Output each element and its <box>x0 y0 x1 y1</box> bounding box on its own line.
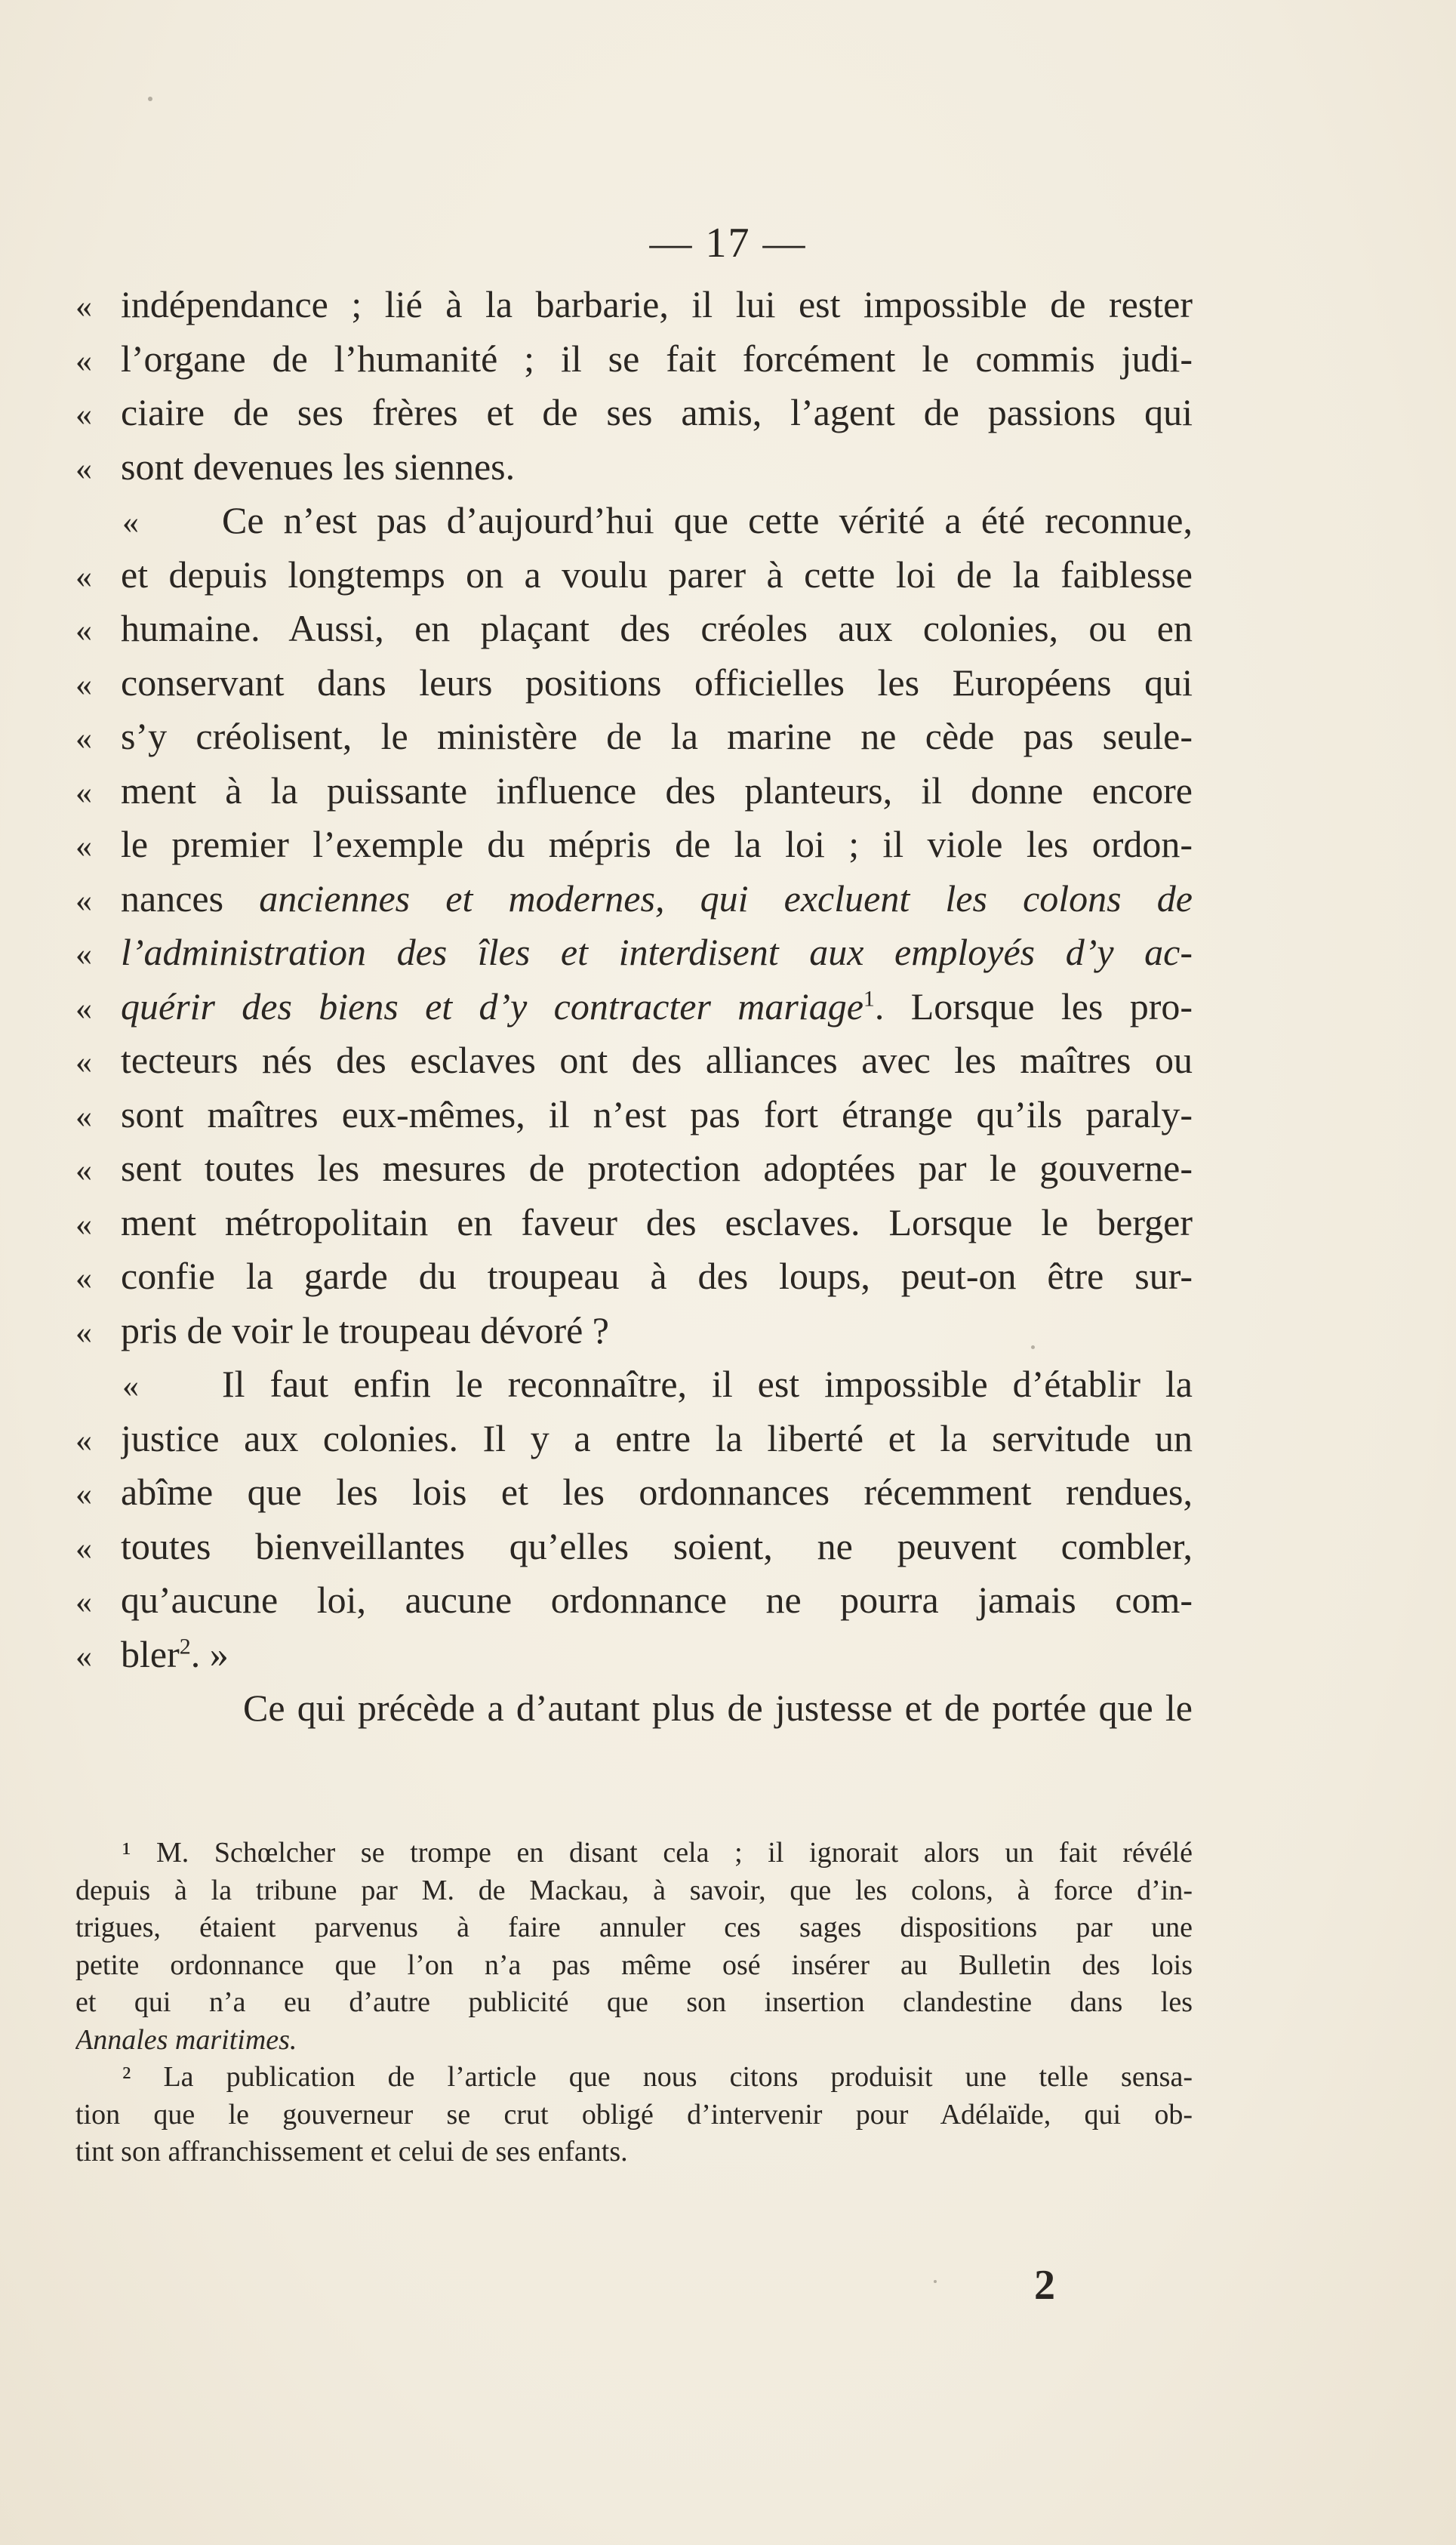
quote-mark: « <box>75 935 92 972</box>
text-run: et depuis longtemps on a voulu parer à cette loi de la faiblesse <box>121 553 1193 596</box>
text-run: humaine. Aussi, en plaçant des créoles aux colonies, ou en <box>121 607 1193 649</box>
text-run: et qui n’a eu d’autre publicité que son insertion clandestine dans les <box>75 1986 1193 2018</box>
text-line <box>75 548 1193 602</box>
line-text <box>243 1681 1193 1736</box>
paper-speck <box>148 97 152 101</box>
text-run: tecteurs nés des esclaves ont des alliances avec les maîtres ou <box>121 1039 1193 1081</box>
line-text <box>121 818 1193 872</box>
quote-mark: « <box>75 1475 92 1512</box>
text-run: Il faut enfin le reconnaître, il est impossible d’établir la <box>222 1363 1193 1405</box>
text-run: sont maîtres eux-mêmes, il n’est pas fort étrange qu’ils paraly- <box>121 1092 1193 1135</box>
text-run: ment à la puissante influence des planteurs, il donne encore <box>121 769 1193 812</box>
text-line <box>75 1628 1193 1682</box>
text-run: sont devenues les siennes. <box>121 445 516 488</box>
line-text <box>121 278 1193 332</box>
quote-mark: « <box>75 1583 92 1620</box>
text-run: tint son affranchissement et celui de ses enfants. <box>75 2136 628 2168</box>
footnote-line <box>75 1984 1193 2022</box>
line-text <box>121 602 1193 656</box>
text-line <box>75 602 1193 656</box>
quote-mark: « <box>75 612 92 649</box>
text-run: indépendance ; lié à la barbarie, il lui est impossible de rester <box>121 283 1193 325</box>
quote-mark: « <box>75 1421 92 1459</box>
text-run: . Lorsque les pro- <box>874 984 1193 1028</box>
text-line <box>75 386 1193 440</box>
line-text <box>121 1412 1193 1466</box>
line-text <box>121 764 1193 818</box>
quote-mark: « <box>75 719 92 756</box>
text-line <box>75 1034 1193 1088</box>
text-line <box>75 1412 1193 1466</box>
text-line <box>75 710 1193 764</box>
text-line <box>75 872 1193 926</box>
footnote-text <box>75 1872 1193 1910</box>
line-text <box>121 980 1193 1034</box>
footnote-ref: 2 <box>179 1633 191 1659</box>
text-run: qu’aucune loi, aucune ordonnance ne pourra jamais com- <box>121 1579 1193 1621</box>
line-text <box>121 872 1193 926</box>
footnote-text <box>75 1909 1193 1947</box>
line-text <box>121 1142 1193 1196</box>
text-run: tion que le gouverneur se crut obligé d’intervenir pour Adélaïde, qui ob- <box>75 2098 1193 2131</box>
line-text <box>121 1304 1193 1358</box>
footnote-text <box>75 1835 1193 1872</box>
text-line <box>75 1520 1193 1574</box>
quote-mark: « <box>75 665 92 703</box>
text-line <box>75 440 1193 495</box>
footnote-text <box>75 2059 1193 2097</box>
text-run: l’organe de l’humanité ; il se fait forcément le commis judi- <box>121 337 1193 380</box>
line-text <box>121 1088 1193 1142</box>
quote-mark: « <box>75 557 92 595</box>
quote-mark: « <box>75 1313 92 1351</box>
text-run: trigues, étaient parvenus à faire annuler ces sages dispositions par une <box>75 1912 1193 1943</box>
text-line <box>75 1465 1193 1520</box>
text-run: ciaire de ses frères et de ses amis, l’agent de passions qui <box>121 391 1193 433</box>
line-text <box>121 440 1193 495</box>
text-run: nances <box>121 877 260 920</box>
text-run: Ce qui précède a d’autant plus de justesse et de portée que le <box>243 1687 1193 1729</box>
line-text <box>121 386 1193 440</box>
line-text <box>121 1034 1193 1088</box>
italic-run: l’administration des îles et interdisent aux employés d’y ac- <box>121 931 1193 973</box>
text-run: sent toutes les mesures de protection adoptées par le gouverne- <box>121 1147 1193 1189</box>
line-text <box>121 1573 1193 1628</box>
quote-mark: « <box>75 773 92 811</box>
text-line <box>75 1249 1193 1304</box>
quote-mark: « <box>75 288 92 325</box>
text-run: Ce n’est pas d’aujourd’hui que cette vérité a été reconnue, <box>222 499 1193 541</box>
quote-mark: « <box>75 1529 92 1567</box>
text-line <box>75 494 1193 548</box>
text-line <box>75 1357 1193 1412</box>
italic-run: Annales maritimes. <box>75 2023 297 2056</box>
quote-mark: « <box>75 1205 92 1243</box>
quote-mark: « <box>75 449 92 487</box>
italic-run: quérir des biens et d’y contracter mariage <box>121 984 863 1028</box>
text-run: . » <box>190 1632 229 1675</box>
line-text <box>222 1357 1193 1412</box>
text-line <box>75 926 1193 980</box>
line-text <box>121 1249 1193 1304</box>
text-run: justice aux colonies. Il y a entre la liberté et la servitude un <box>121 1416 1193 1459</box>
paper-speck <box>934 2280 937 2283</box>
text-line <box>75 1681 1193 1736</box>
text-run: conservant dans leurs positions officielles les Européens qui <box>121 661 1193 704</box>
line-text <box>121 332 1193 387</box>
footnote-line <box>75 2097 1193 2134</box>
text-run: ¹ M. Schœlcher se trompe en disant cela ; il ignorait alors un fait révélé <box>122 1837 1193 1869</box>
line-text <box>121 1628 1193 1682</box>
text-line <box>75 1304 1193 1358</box>
text-run: le premier l’exemple du mépris de la loi ; il viole les ordon- <box>121 823 1193 865</box>
text-line <box>75 656 1193 710</box>
quote-mark: « <box>75 1097 92 1135</box>
text-run: abîme que les lois et les ordonnances récemment rendues, <box>121 1471 1193 1513</box>
footnote-text <box>75 1947 1193 1985</box>
footnote-line <box>75 2022 1193 2060</box>
quote-mark: « <box>75 341 92 379</box>
quote-mark: « <box>75 1043 92 1080</box>
text-run: ² La publication de l’article que nous citons produisit une telle sensa- <box>122 2061 1193 2093</box>
footnote-text <box>75 1984 1193 2022</box>
text-run: toutes bienveillantes qu’elles soient, ne peuvent combler, <box>121 1524 1193 1567</box>
quote-mark: « <box>75 881 92 919</box>
footnote-text <box>75 2022 1193 2060</box>
text-run: ment métropolitain en faveur des esclaves. Lorsque le berger <box>121 1200 1193 1243</box>
footnote-text <box>75 2134 1193 2171</box>
footnote-ref: 1 <box>863 985 875 1011</box>
line-text <box>121 1465 1193 1520</box>
text-run: pris de voir le troupeau dévoré ? <box>121 1308 609 1351</box>
line-text <box>121 1520 1193 1574</box>
footnote-line <box>75 1872 1193 1910</box>
line-text <box>121 710 1193 764</box>
footnotes <box>75 1835 1193 2171</box>
text-line <box>75 1142 1193 1196</box>
line-text <box>121 656 1193 710</box>
text-run: bler <box>121 1632 180 1675</box>
quote-mark: « <box>75 1259 92 1296</box>
line-text <box>121 548 1193 602</box>
text-line <box>75 1573 1193 1628</box>
footnote-line <box>75 2134 1193 2171</box>
line-text <box>121 1196 1193 1250</box>
page-number: — 17 — <box>649 220 807 267</box>
line-text <box>222 494 1193 548</box>
signature-mark: 2 <box>1034 2262 1055 2309</box>
text-run: petite ordonnance que l’on n’a pas même osé insérer au Bulletin des lois <box>75 1949 1193 1981</box>
text-run: depuis à la tribune par M. de Mackau, à savoir, que les colons, à force d’in- <box>75 1874 1193 1906</box>
footnote-line <box>75 2059 1193 2097</box>
footnote-line <box>75 1947 1193 1985</box>
quote-mark: « <box>75 1637 92 1675</box>
line-text <box>121 926 1193 980</box>
body-text <box>75 278 1193 1736</box>
text-line <box>75 278 1193 332</box>
text-line <box>75 818 1193 872</box>
quote-mark: « <box>75 396 92 433</box>
quote-mark: « <box>75 1151 92 1188</box>
footnote-line <box>75 1909 1193 1947</box>
text-line <box>75 980 1193 1034</box>
text-line <box>75 332 1193 387</box>
text-line <box>75 764 1193 818</box>
italic-run: anciennes et modernes, qui excluent les colons de <box>259 877 1193 920</box>
text-line <box>75 1088 1193 1142</box>
text-run: confie la garde du troupeau à des loups, peut-on être sur- <box>121 1255 1193 1297</box>
quote-mark: « <box>75 827 92 864</box>
footnote-line <box>75 1835 1193 1872</box>
text-line <box>75 1196 1193 1250</box>
text-run: s’y créolisent, le ministère de la marine ne cède pas seule- <box>121 715 1193 757</box>
footnote-text <box>75 2097 1193 2134</box>
quote-mark: « <box>122 1367 139 1404</box>
quote-mark: « <box>75 989 92 1027</box>
quote-mark: « <box>122 504 139 541</box>
